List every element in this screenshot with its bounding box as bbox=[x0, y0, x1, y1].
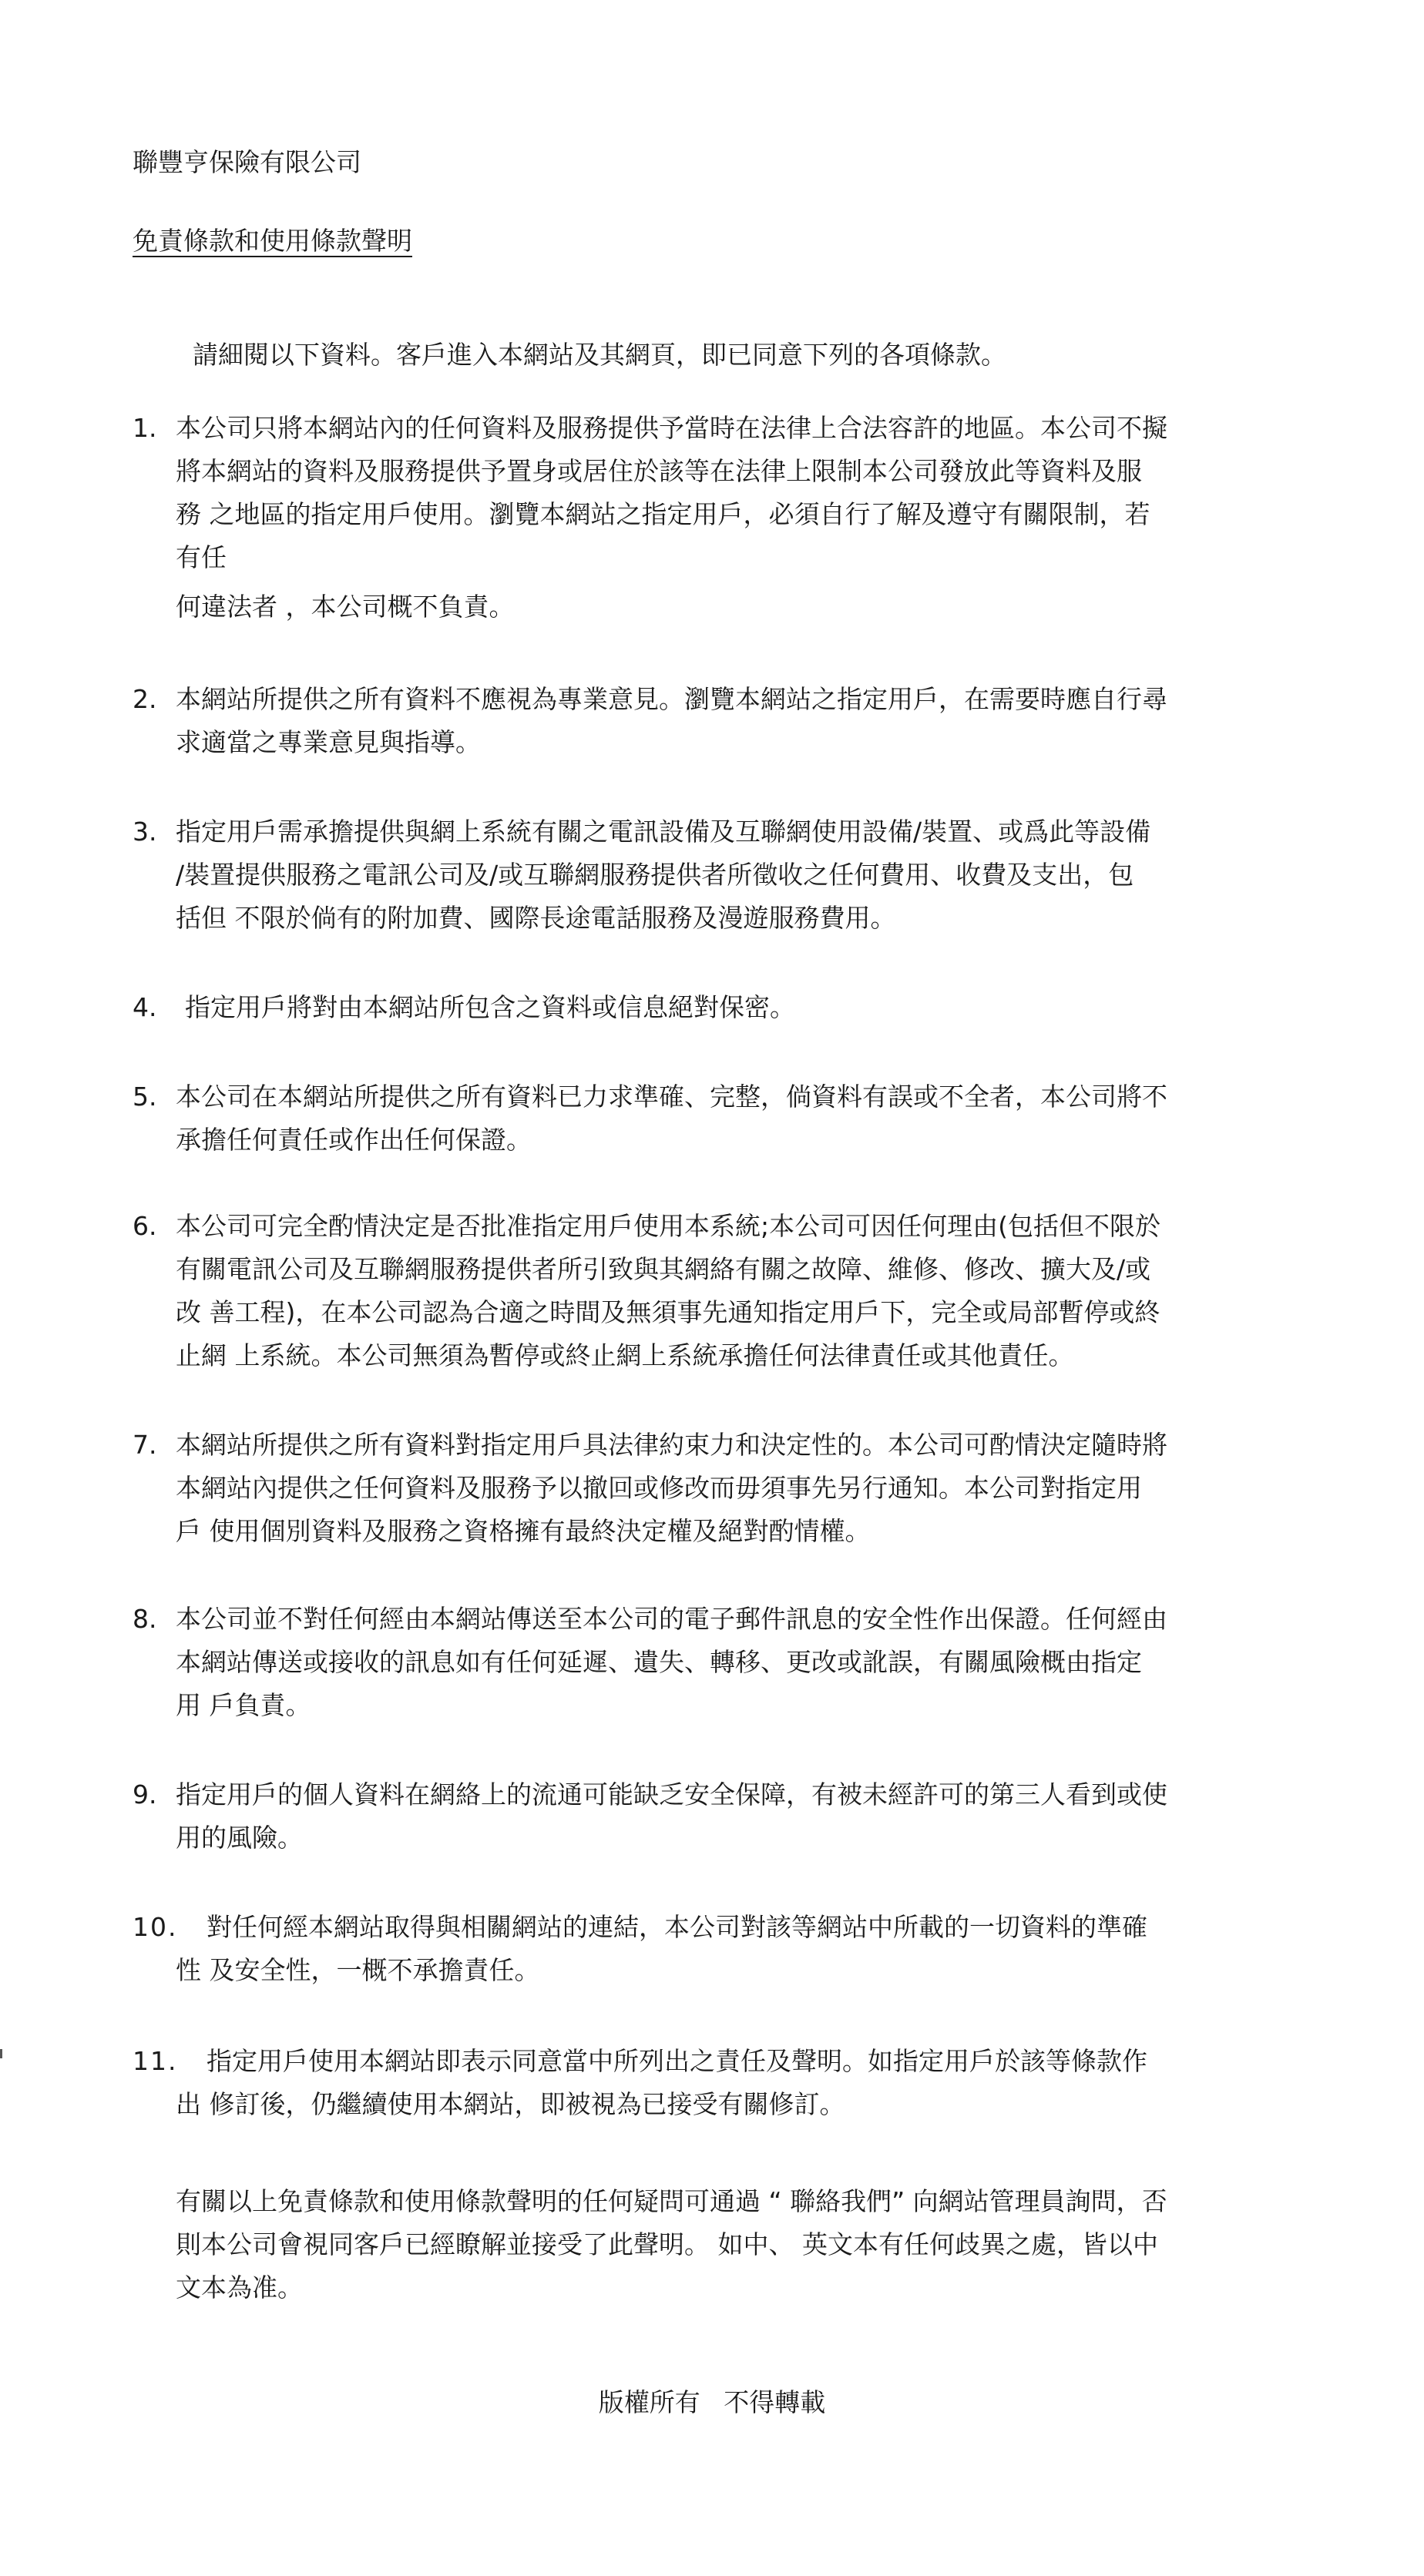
clause-line: 本公司在本網站所提供之所有資料已力求準確、完整，倘資料有誤或不全者，本公司將不 bbox=[176, 1082, 1167, 1112]
clause-11 bbox=[133, 2040, 1335, 2126]
clause-line: 指定用戶使用本網站即表示同意當中所列出之責任及聲明。如指定用戶於該等條款作 bbox=[207, 2046, 1147, 2076]
clause-body bbox=[176, 1598, 1335, 1727]
clause-line: 戶 使用個別資料及服務之資格擁有最終決定權及絕對酌情權。 bbox=[176, 1516, 871, 1546]
clause-3 bbox=[133, 810, 1335, 940]
clause-line: 指定用戶的個人資料在網絡上的流通可能缺乏安全保障，有被未經許可的第三人看到或使 bbox=[176, 1779, 1167, 1810]
clause-body bbox=[176, 2040, 1335, 2126]
clause-line: 本公司只將本網站內的任何資料及服務提供予當時在法律上合法容許的地區。本公司不擬 bbox=[176, 413, 1167, 443]
clause-body bbox=[176, 678, 1335, 764]
clause-line: 指定用戶將對由本網站所包含之資料或信息絕對保密。 bbox=[185, 992, 795, 1022]
clause-line: 性 及安全性，一概不承擔責任。 bbox=[176, 1955, 540, 1985]
clause-line: 出 修訂後，仍繼續使用本網站，即被視為已接受有關修訂。 bbox=[176, 2089, 845, 2119]
clause-8 bbox=[133, 1598, 1335, 1727]
clause-number: 2. bbox=[133, 684, 157, 714]
clause-6 bbox=[133, 1205, 1335, 1377]
closing-line: 文本為准。 bbox=[176, 2272, 303, 2303]
clause-10 bbox=[133, 1906, 1335, 1992]
clause-line: 止網 上系統。本公司無須為暫停或終止網上系統承擔任何法律責任或其他責任。 bbox=[176, 1340, 1074, 1370]
clause-line: 對任何經本網站取得與相關網站的連結，本公司對該等網站中所載的一切資料的準確 bbox=[207, 1912, 1147, 1942]
clause-number: 4. bbox=[133, 992, 157, 1022]
clause-number: 11. bbox=[133, 2046, 178, 2076]
clause-body bbox=[176, 1205, 1335, 1377]
clause-line: 本網站所提供之所有資料對指定用戶具法律約束力和決定性的。本公司可酌情決定隨時將 bbox=[176, 1430, 1167, 1460]
closing-paragraph bbox=[176, 2180, 1332, 2309]
margin-mark bbox=[0, 2049, 2, 2058]
clause-line: 本公司可完全酌情決定是否批准指定用戶使用本系統;本公司可因任何理由(包括但不限於 bbox=[176, 1211, 1160, 1241]
clause-line: 將本網站的資料及服務提供予置身或居住於該等在法律上限制本公司發放此等資料及服 bbox=[176, 456, 1142, 486]
clause-1 bbox=[133, 407, 1335, 629]
clause-5 bbox=[133, 1075, 1335, 1162]
clause-line: 有關電訊公司及互聯網服務提供者所引致與其網絡有關之故障、維修、修改、擴大及/或 bbox=[176, 1254, 1151, 1284]
document-title: 免責條款和使用條款聲明 bbox=[133, 226, 412, 256]
clause-number: 9. bbox=[133, 1779, 157, 1810]
clause-4 bbox=[133, 986, 1335, 1029]
clause-line: 求適當之專業意見與指導。 bbox=[176, 727, 481, 757]
clause-7 bbox=[133, 1424, 1335, 1553]
clause-number: 3. bbox=[133, 817, 157, 847]
company-name: 聯豐亨保險有限公司 bbox=[133, 147, 361, 177]
clause-number: 8. bbox=[133, 1604, 157, 1634]
clause-line: 何違法者 ，本公司概不負責。 bbox=[176, 592, 515, 622]
intro-paragraph: 請細閱以下資料。客戶進入本網站及其網頁，即已同意下列的各項條款。 bbox=[193, 340, 1006, 370]
clause-number: 7. bbox=[133, 1430, 157, 1460]
clause-line: 本網站所提供之所有資料不應視為專業意見。瀏覽本網站之指定用戶，在需要時應自行尋 bbox=[176, 684, 1167, 714]
clause-number: 6. bbox=[133, 1211, 157, 1241]
clause-line: 括但 不限於倘有的附加費、國際長途電話服務及漫遊服務費用。 bbox=[176, 903, 896, 933]
clause-body bbox=[176, 1075, 1335, 1162]
clause-line: 指定用戶需承擔提供與網上系統有關之電訊設備及互聯網使用設備/裝置、或爲此等設備 bbox=[176, 817, 1151, 847]
clause-body bbox=[176, 1424, 1335, 1553]
clause-line: 有任 bbox=[176, 542, 227, 572]
clause-number: 1. bbox=[133, 413, 157, 443]
clause-line: 用 戶負責。 bbox=[176, 1690, 311, 1720]
clause-body bbox=[176, 810, 1335, 940]
clause-body bbox=[176, 1773, 1335, 1860]
clause-line: 本網站傳送或接收的訊息如有任何延遲、遺失、轉移、更改或訛誤，有關風險概由指定 bbox=[176, 1647, 1142, 1677]
clause-number: 5. bbox=[133, 1082, 157, 1112]
clause-body bbox=[176, 1906, 1335, 1992]
clause-2 bbox=[133, 678, 1335, 764]
clause-9 bbox=[133, 1773, 1335, 1860]
clause-line: 本公司並不對任何經由本網站傳送至本公司的電子郵件訊息的安全性作出保證。任何經由 bbox=[176, 1604, 1167, 1634]
clause-line: /裝置提供服務之電訊公司及/或互聯網服務提供者所徵收之任何費用、收費及支出，包 bbox=[176, 860, 1134, 890]
closing-line: 則本公司會視同客戶已經瞭解並接受了此聲明。 如中、 英文本有任何歧異之處，皆以中 bbox=[176, 2229, 1158, 2259]
clause-line: 承擔任何責任或作出任何保證。 bbox=[176, 1125, 532, 1155]
clause-body bbox=[185, 986, 1335, 1029]
clause-line: 務 之地區的指定用戶使用。瀏覽本網站之指定用戶，必須自行了解及遵守有關限制，若 bbox=[176, 499, 1150, 529]
clause-line: 改 善工程)，在本公司認為合適之時間及無須事先通知指定用戶下，完全或局部暫停或終 bbox=[176, 1297, 1160, 1327]
clause-number: 10. bbox=[133, 1912, 178, 1942]
copyright-text: 版權所有 bbox=[598, 2387, 700, 2417]
no-reprint-text: 不得轉載 bbox=[724, 2387, 826, 2417]
copyright-notice bbox=[0, 2383, 1424, 2422]
closing-line: 有關以上免責條款和使用條款聲明的任何疑問可通過 “ 聯絡我們” 向網站管理員詢問，否 bbox=[176, 2186, 1167, 2216]
clause-line: 本網站內提供之任何資料及服務予以撤回或修改而毋須事先另行通知。本公司對指定用 bbox=[176, 1473, 1142, 1503]
clause-line: 用的風險。 bbox=[176, 1823, 303, 1853]
clause-body bbox=[176, 407, 1335, 629]
